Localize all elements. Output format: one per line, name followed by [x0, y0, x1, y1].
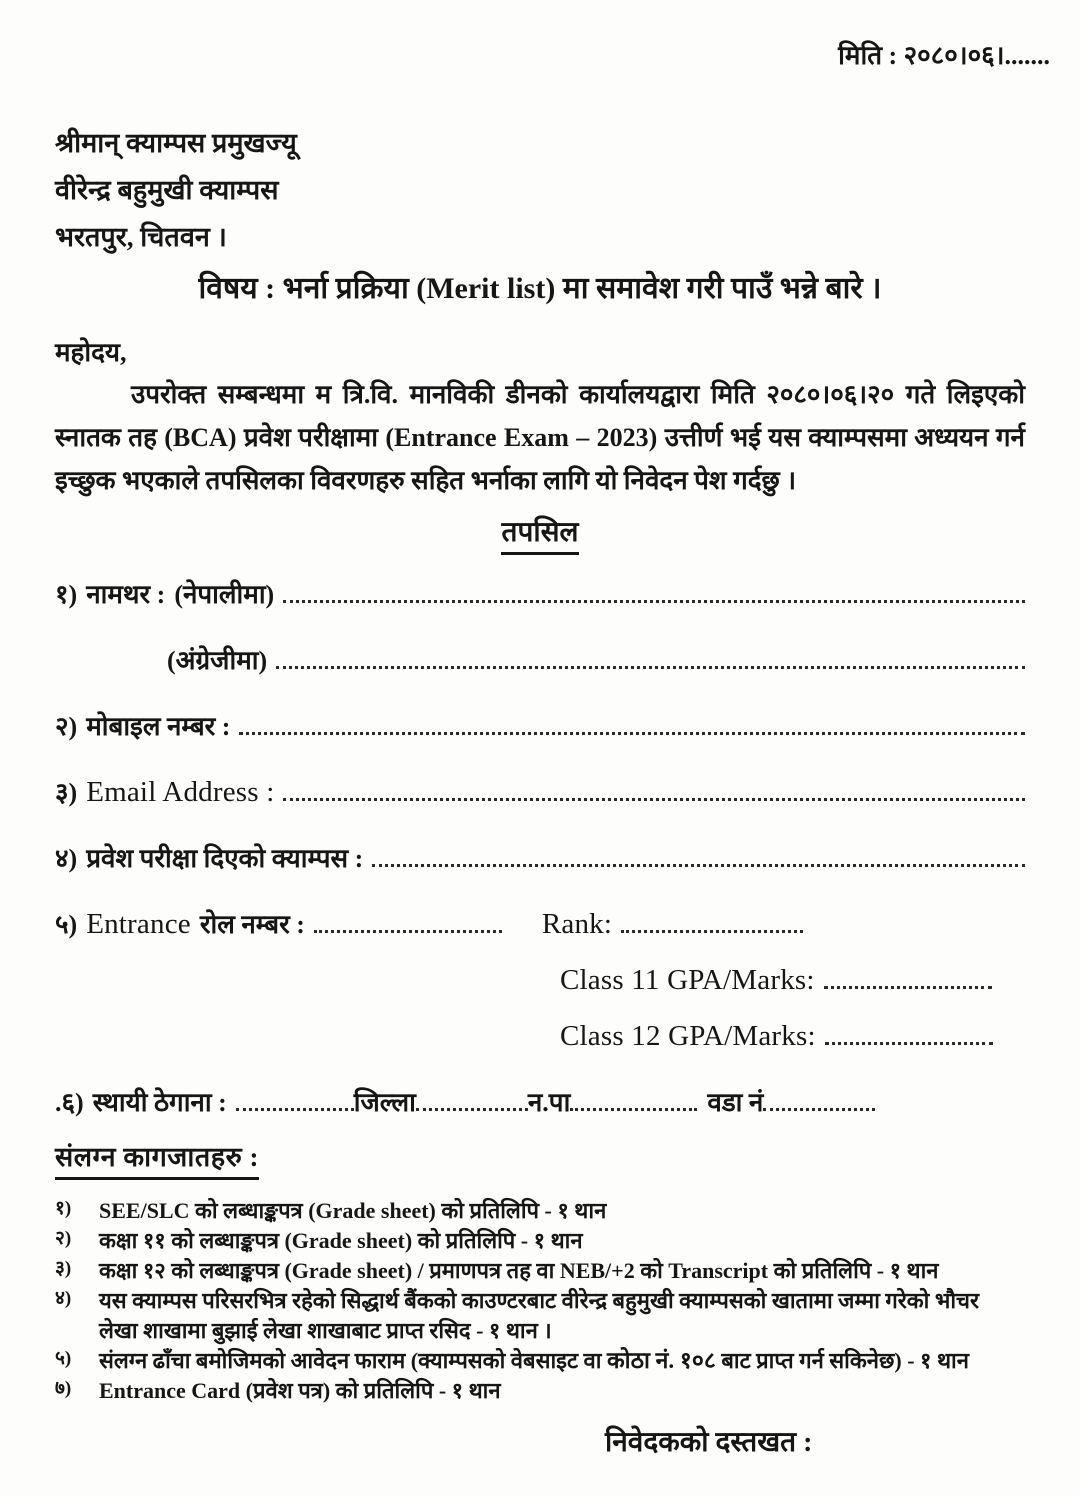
field-label-entrance: Entrance [86, 908, 191, 940]
field-class12-gpa [55, 1013, 1025, 1053]
attachment-text: Entrance Card (प्रवेश पत्र) को प्रतिलिपि - १ थान [99, 1378, 501, 1403]
attachment-item [55, 1346, 1025, 1376]
attachment-text: कक्षा ११ को लब्धाङ्कपत्र (Grade sheet) को प्रतिलिपि - १ थान [99, 1228, 583, 1253]
field-permanent-address [55, 1079, 1025, 1119]
subject-line: विषय : भर्ना प्रक्रिया (Merit list) मा समावेश गरी पाउँ भन्ने बारे । [198, 272, 882, 305]
attachments-heading-text: संलग्न कागजातहरु : [55, 1137, 259, 1180]
attachment-number: ३) [55, 1258, 72, 1279]
dotted-blank-line [276, 666, 1025, 669]
field-label-rank: Rank: [541, 908, 613, 940]
field-label-ward: वडा नं [707, 1088, 764, 1117]
dotted-blank-line [570, 1108, 697, 1111]
field-mobile-number [55, 703, 1025, 743]
field-email-address [55, 769, 1025, 809]
field-number: ५) [55, 910, 78, 939]
attachment-number: ७) [55, 1378, 72, 1399]
details-heading [55, 512, 1025, 555]
field-entrance-campus [55, 835, 1025, 875]
attachment-number: ४) [55, 1288, 72, 1309]
field-number: ३) [55, 778, 78, 807]
field-label-class12: Class 12 GPA/Marks: [560, 1020, 816, 1052]
attachment-item [55, 1256, 1025, 1286]
dotted-blank-line [825, 1042, 993, 1045]
attachment-text: यस क्याम्पस परिसरभित्र रहेको सिद्धार्थ बैंकको काउण्टरबाट वीरेन्द्र बहुमुखी क्याम्पसको खातामा जम्मा गरेको भौचर लेखा शाखामा बुझाई लेखा शाखाबाट प्राप्त रसिद - १ थान । [99, 1288, 980, 1343]
dotted-blank-line [236, 1108, 354, 1111]
details-fields [55, 571, 1025, 1119]
salutation: महोदय, [55, 338, 127, 367]
attachment-item [55, 1226, 1025, 1256]
field-class11-gpa [55, 957, 1025, 997]
attachment-item [55, 1196, 1025, 1226]
attachment-text-room-number: कोठा नं. १०८ [606, 1348, 716, 1373]
field-label-name: नामथर : [86, 580, 166, 609]
field-number: ४) [55, 844, 78, 873]
field-label-email: Email Address : [86, 776, 275, 808]
field-label-roll-number: रोल नम्बर : [199, 910, 305, 939]
field-name-english [55, 637, 1025, 677]
recipient-line-1: श्रीमान् क्याम्पस प्रमुखज्यू [55, 128, 297, 158]
dotted-blank-line [763, 1108, 875, 1111]
dotted-blank-line [372, 864, 1025, 867]
field-name-nepali [55, 571, 1025, 611]
dotted-blank-line [416, 1108, 528, 1111]
field-label-address: स्थायी ठेगाना : [92, 1088, 227, 1117]
dotted-blank-line [621, 930, 803, 933]
signature-label: निवेदकको दस्तखत : [605, 1427, 813, 1458]
attachment-text-pre: संलग्न ढाँचा बमोजिमको आवेदन फाराम (क्याम्पसको वेबसाइट वा [99, 1348, 607, 1373]
attachment-text [99, 1346, 1025, 1376]
dotted-blank-line [239, 732, 1025, 735]
field-label-class11: Class 11 GPA/Marks: [560, 964, 815, 996]
recipient-address [55, 120, 1025, 261]
recipient-line-2: वीरेन्द्र बहुमुखी क्याम्पस [55, 175, 279, 205]
dotted-blank-line [283, 798, 1025, 801]
attachment-number: १) [55, 1198, 72, 1219]
attachments-list [55, 1196, 1025, 1406]
field-number: २) [55, 712, 78, 741]
details-heading-text: तपसिल [501, 512, 578, 555]
body-paragraph: उपरोक्त सम्बन्धमा म त्रि.वि. मानविकी डीनको कार्यालयद्वारा मिति २०८०।०६।२० गते लिइएको स्नातक तह (BCA) प्रवेश परीक्षामा (Entrance Exam – 2023) उत्तीर्ण भई यस क्याम्पसमा अध्ययन गर्न इच्छुक भएकाले तपसिलका विवरणहरु सहित भर्नाका लागि यो निवेदन पेश गर्दछु । [55, 380, 1025, 495]
recipient-line-3: भरतपुर, चितवन । [55, 222, 227, 252]
date-line: मिति : २०८०।०६।....... [838, 41, 1050, 70]
attachment-item [55, 1286, 1025, 1346]
attachment-text-post: बाट प्राप्त गर्न सकिनेछ) - १ थान [715, 1348, 969, 1373]
field-number: .६) [55, 1088, 84, 1117]
attachment-number: २) [55, 1228, 72, 1249]
field-label-english-paren: (अंग्रेजीमा) [167, 646, 268, 675]
field-label-campus: प्रवेश परीक्षा दिएको क्याम्पस : [86, 844, 364, 873]
field-label-mobile: मोबाइल नम्बर : [86, 712, 231, 741]
dotted-blank-line [824, 986, 992, 989]
field-entrance-roll [55, 901, 1025, 941]
attachments-heading [55, 1137, 1025, 1180]
field-label-municipality: न.पा [527, 1088, 571, 1117]
dotted-blank-line [283, 600, 1025, 603]
field-label-nepali-paren: (नेपालीमा) [174, 580, 275, 609]
field-number: १) [55, 580, 78, 609]
attachment-text: SEE/SLC को लब्धाङ्कपत्र (Grade sheet) को प्रतिलिपि - १ थान [99, 1198, 607, 1223]
attachment-item [55, 1376, 1025, 1406]
attachment-text: कक्षा १२ को लब्धाङ्कपत्र (Grade sheet) / प्रमाणपत्र तह वा NEB/+2 को Transcript को प्रतिलिपि - १ थान [99, 1258, 939, 1283]
dotted-blank-line [314, 930, 502, 933]
attachment-number: ५) [55, 1348, 72, 1369]
field-label-district: जिल्ला [353, 1088, 416, 1117]
